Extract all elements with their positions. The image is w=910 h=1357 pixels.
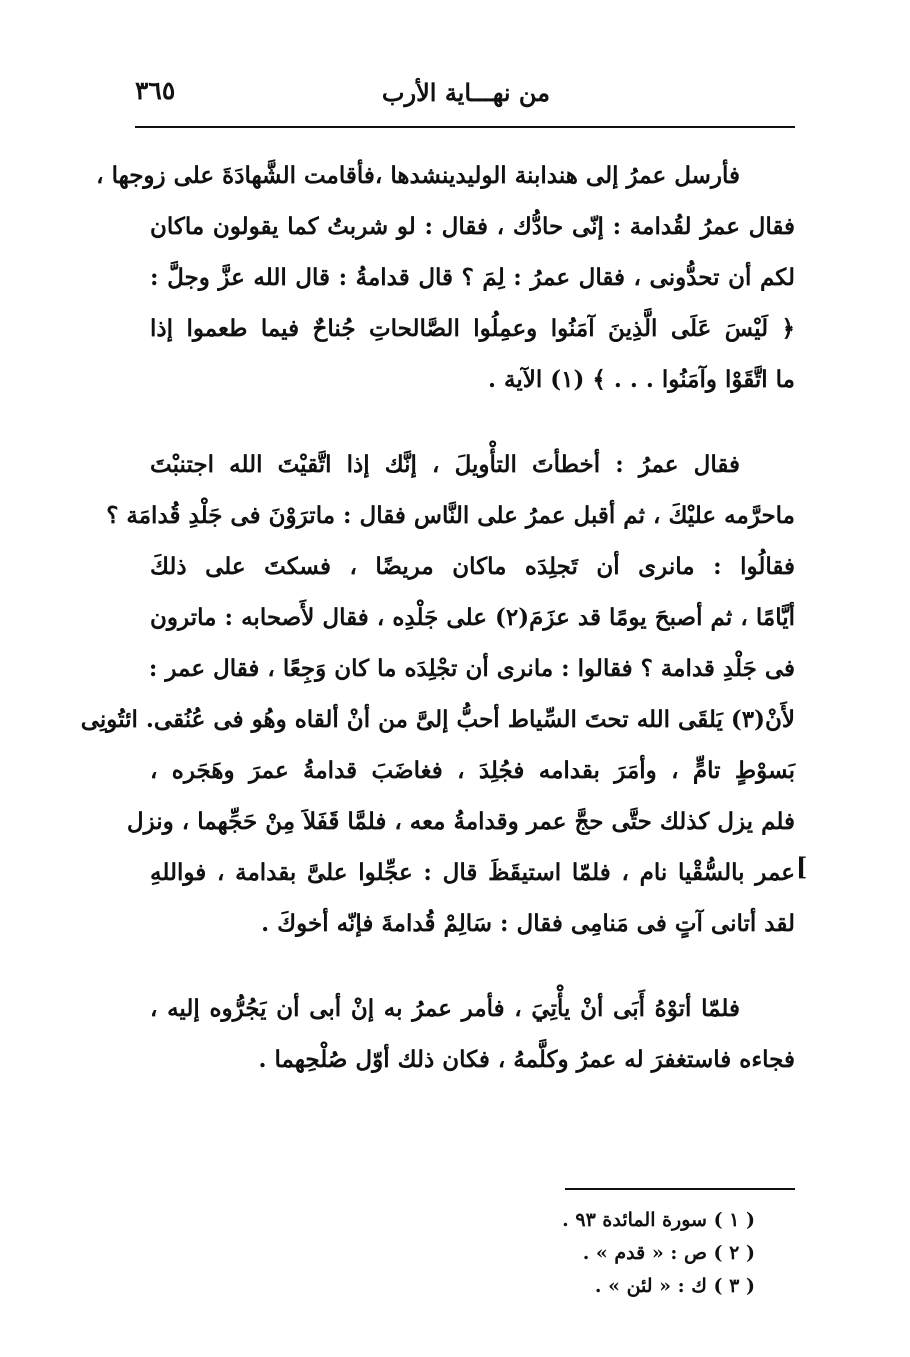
running-title: من نهـــاية الأرب <box>381 78 550 107</box>
margin-bracket: [ <box>796 852 808 881</box>
text-line: عمر بالسُّقْيا نام ، فلمّا استيقَظَ قال : عجِّلوا علىَّ بقدامة ، فواللهِ <box>150 859 795 886</box>
footnote-3: ( ٣ ) ك : « لئن » . <box>594 1275 755 1297</box>
paragraph-gap <box>150 405 795 439</box>
text-line: أيَّامًا ، ثم أصبحَ يومًا قد عزَمَ(٢) على جَلْدِه ، فقال لأَصحابه : ماترون <box>150 604 795 631</box>
footnote-rule <box>565 1188 795 1190</box>
text-line: فجاءه فاستغفرَ له عمرُ وكلَّمهُ ، فكان ذلك أوّل صُلْحِهما . <box>258 1046 795 1073</box>
text-line: لأَنْ(٣) يَلقَى الله تحتَ السِّياط أحبُّ إلىَّ من أنْ ألقاه وهُو فى عُنُقى. ائتُونِى <box>80 706 795 733</box>
footnote-2: ( ٢ ) ص : « قدم » . <box>582 1242 755 1264</box>
text-line: فأرسل عمرُ إلى هندابنة الوليدينشدها ،فأقامت الشَّهادَةَ على زوجها ، <box>96 162 740 189</box>
text-line: ﴿ لَيْسَ عَلَى الَّذِينَ آمَنُوا وعمِلُوا الصَّالحاتِ جُناحٌ فيما طعموا إذا <box>150 315 795 342</box>
text-line: لكم أن تحدُّونى ، فقال عمرُ : لِمَ ؟ قال قدامةُ : قال الله عزَّ وجلَّ : <box>150 264 795 291</box>
header-rule <box>135 126 795 128</box>
text-line: فى جَلْدِ قدامة ؟ فقالوا : مانرى أن تجْلِدَه ما كان وَجِعًا ، فقال عمر : <box>148 655 795 682</box>
text-line: بَسوْطٍ تامٍّ ، وأمَرَ بقدامه فجُلِدَ ، فغاضَبَ قدامةُ عمرَ وهَجَره ، <box>150 757 795 784</box>
paragraph-gap <box>150 949 795 983</box>
text-line: فلم يزل كذلك حتَّى حجَّ عمر وقدامةُ معه ، فلمَّا قَفَلاَ مِنْ حَجِّهما ، ونزل <box>126 808 795 835</box>
text-line: ما اتَّقَوْا وآمَنُوا . . . ﴾ (١) الآية . <box>487 366 795 393</box>
text-line: فلمّا أتوْهُ أَبَى أنْ يأْتِيَ ، فأمر عمرُ به إنْ أبى أن يَجُرُّوه إليه ، <box>150 995 740 1022</box>
page-number: ٣٦٥ <box>135 76 176 105</box>
running-head <box>135 72 795 116</box>
text-line: فقالُوا : مانرى أن تَجلِدَه ماكان مريضًا ، فسكتَ على ذلكَ <box>150 553 795 580</box>
text-line: فقال عمرُ لقُدامة : إنّى حادُّك ، فقال : لو شربتُ كما يقولون ماكان <box>150 213 795 240</box>
text-line: لقد أتانى آتٍ فى مَنامِى فقال : سَالِمْ قُدامةَ فإنّه أخوكَ . <box>261 910 795 937</box>
text-line: ماحرَّمه عليْكَ ، ثم أقبل عمرُ على النَّاس فقال : ماترَوْنَ فى جَلْدِ قُدامَة ؟ <box>106 502 795 529</box>
text-line: فقال عمرُ : أخطأتَ التأْويلَ ، إنَّك إذا اتَّقيْتَ الله اجتنبْتَ <box>150 451 740 478</box>
footnote-1: ( ١ ) سورة المائدة ٩٣ . <box>562 1209 755 1231</box>
body-text <box>80 150 795 1085</box>
footnotes <box>515 1204 755 1303</box>
